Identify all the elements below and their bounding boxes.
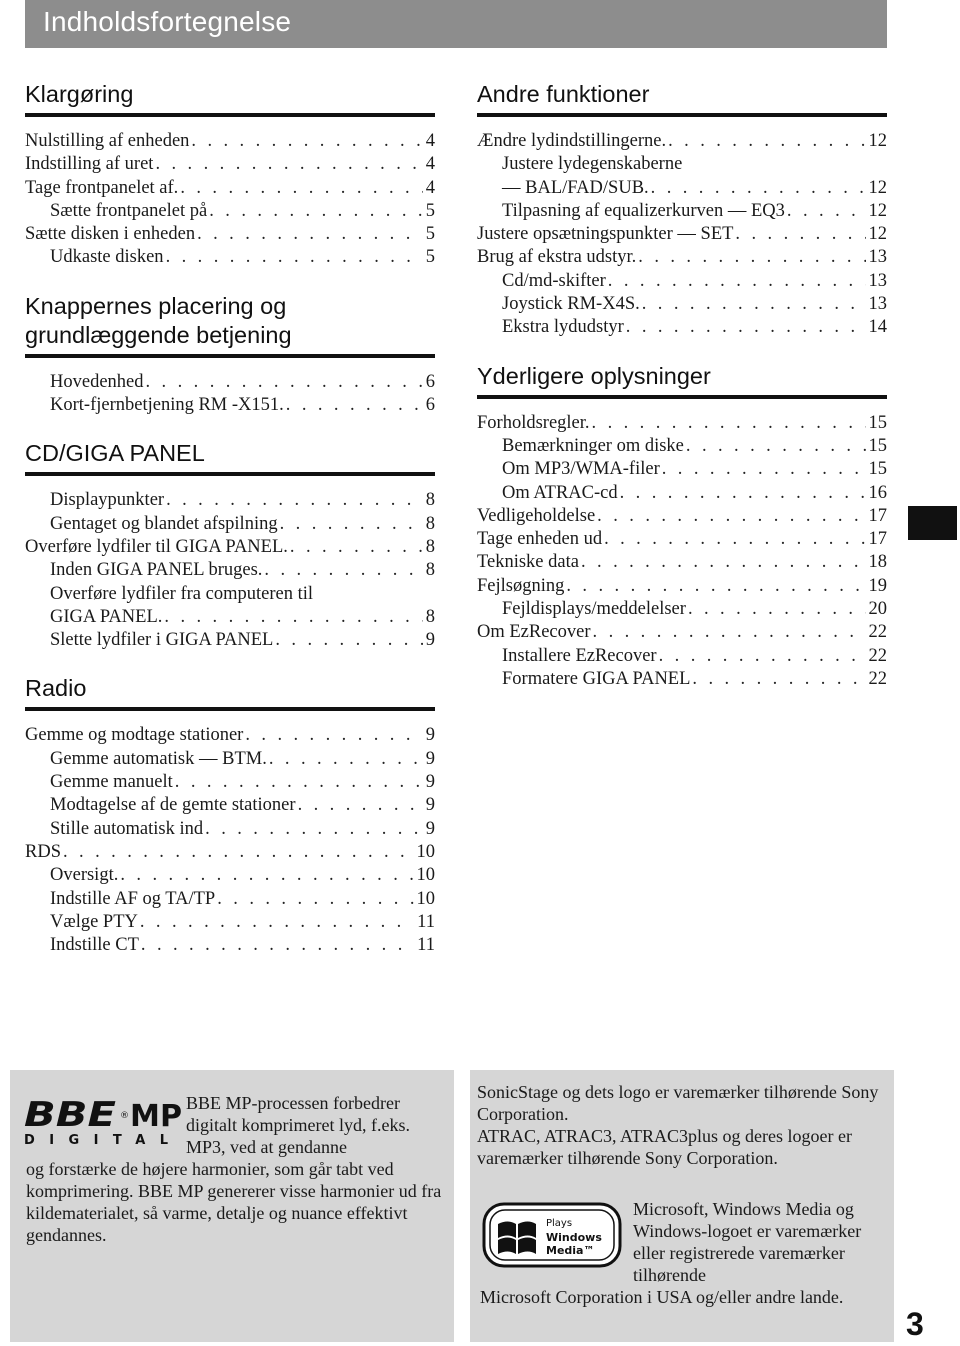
- toc-entry-list: [25, 130, 435, 270]
- toc-entry-label: Overføre lydfiler til GIGA PANEL.: [25, 536, 288, 557]
- toc-entry-label: Tilpasning af equalizerkurven — EQ3: [502, 200, 785, 221]
- toc-entry-label: Fejlsøgning: [477, 575, 565, 596]
- toc-leader-dots: [245, 724, 422, 747]
- sony-trademark-text: [477, 1081, 889, 1169]
- bbe-info-box: [10, 1070, 454, 1342]
- toc-leader-dots: [659, 645, 866, 668]
- toc-leader-dots: [155, 153, 422, 176]
- section-rule: [25, 707, 435, 711]
- toc-entry-page: 20: [868, 599, 887, 620]
- toc-entry[interactable]: [25, 130, 435, 153]
- toc-leader-dots: [592, 412, 866, 435]
- toc-entry[interactable]: [25, 606, 435, 629]
- toc-entry-label: Justere opsætningspunkter — SET: [477, 224, 734, 245]
- toc-entry[interactable]: [25, 911, 435, 934]
- toc-entry-label: Fejldisplays/meddelelser: [502, 599, 686, 620]
- toc-entry-label: Vælge PTY: [50, 911, 138, 932]
- toc-entry-label: Tage frontpanelet af.: [25, 177, 179, 198]
- toc-entry[interactable]: [477, 668, 887, 691]
- toc-entry[interactable]: [25, 771, 435, 794]
- toc-entry-page: 22: [868, 645, 887, 666]
- toc-entry[interactable]: [25, 153, 435, 176]
- bbe-text-body: og forstærke de højere harmonier, som går tabt ved komprimering. BBE MP genererer visse harmonier ud fra kildematerialet, så varme, detalje og nuance effektivt gendannes.: [26, 1159, 442, 1245]
- toc-entry-list: [25, 371, 435, 418]
- trademark-info-box: [470, 1070, 894, 1342]
- toc-entry-page: 14: [868, 317, 887, 338]
- toc-leader-dots: [146, 371, 423, 394]
- toc-entry-label: Hovedenhed: [50, 371, 144, 392]
- toc-entry-label: Slette lydfiler i GIGA PANEL: [50, 630, 274, 651]
- microsoft-trademark-text-cont: Microsoft Corporation i USA og/eller andre lande.: [480, 1287, 844, 1307]
- toc-entry-page: 17: [868, 529, 887, 550]
- toc-entry-label: Bemærkninger om diske: [502, 435, 684, 456]
- toc-entry-label: Forholdsregler.: [477, 412, 590, 433]
- toc-entry-label: Gemme manuelt: [50, 772, 173, 793]
- toc-right-column: [477, 80, 887, 691]
- toc-entry-label: Installere EzRecover: [502, 645, 657, 666]
- toc-entry[interactable]: [25, 536, 435, 559]
- toc-entry-page: 8: [425, 490, 435, 511]
- svg-text:Media™: Media™: [546, 1244, 595, 1257]
- section-heading: Yderligere oplysninger: [477, 362, 711, 389]
- toc-entry[interactable]: [25, 629, 435, 652]
- toc-entry-list: [477, 130, 887, 340]
- toc-entry-label: Brug af ekstra udstyr.: [477, 247, 637, 268]
- toc-entry[interactable]: [477, 551, 887, 574]
- toc-entry[interactable]: [25, 724, 435, 747]
- toc-entry-page: 15: [868, 412, 887, 433]
- section-spacer: [25, 270, 435, 292]
- toc-entry[interactable]: [477, 528, 887, 551]
- toc-entry-label: Gemme og modtage stationer: [25, 725, 244, 746]
- toc-entry-label: Displaypunkter: [50, 490, 165, 511]
- toc-entry-page: 12: [868, 177, 887, 198]
- toc-leader-dots: [217, 888, 413, 911]
- toc-entry-page: 22: [868, 668, 887, 689]
- toc-entry-page: 5: [425, 247, 435, 268]
- toc-leader-dots: [668, 130, 865, 153]
- toc-entry-label: Tage enheden ud: [477, 529, 603, 550]
- toc-leader-dots: [692, 668, 865, 691]
- toc-entry-label: Vedligeholdelse: [477, 505, 596, 526]
- toc-entry[interactable]: [477, 223, 887, 246]
- section-spacer: [25, 652, 435, 674]
- toc-entry[interactable]: [25, 559, 435, 582]
- toc-entry-page: 10: [416, 865, 435, 886]
- toc-entry[interactable]: [477, 153, 887, 176]
- toc-entry[interactable]: [25, 489, 435, 512]
- toc-entry-label: Gentaget og blandet afspilning: [50, 513, 278, 534]
- toc-leader-dots: [166, 246, 423, 269]
- toc-entry[interactable]: [25, 934, 435, 957]
- toc-leader-dots: [275, 629, 422, 652]
- toc-entry-page: 12: [868, 200, 887, 221]
- toc-entry-page: 9: [425, 725, 435, 746]
- toc-entry[interactable]: [477, 177, 887, 200]
- toc-leader-dots: [280, 513, 423, 536]
- toc-entry-page: 9: [425, 748, 435, 769]
- sonicstage-trademark: SonicStage og dets logo er varemærker tilhørende Sony Corporation.: [477, 1082, 879, 1124]
- toc-leader-dots: [638, 246, 865, 269]
- toc-entry[interactable]: [477, 621, 887, 644]
- toc-entry-page: 13: [868, 247, 887, 268]
- toc-entry-page: 13: [868, 294, 887, 315]
- toc-entry[interactable]: [477, 130, 887, 153]
- section-heading: Radio: [25, 675, 87, 702]
- toc-entry-label: Sætte frontpanelet på: [50, 200, 208, 221]
- toc-entry[interactable]: [477, 645, 887, 668]
- toc-entry-page: 8: [425, 560, 435, 581]
- section-spacer: [25, 417, 435, 439]
- toc-entry-page: 8: [425, 513, 435, 534]
- toc-entry-label: Ændre lydindstillingerne.: [477, 131, 667, 151]
- toc-leader-dots: [642, 293, 866, 316]
- toc-leader-dots: [686, 435, 866, 458]
- toc-leader-dots: [120, 864, 413, 887]
- toc-entry[interactable]: [25, 818, 435, 841]
- toc-leader-dots: [180, 177, 422, 200]
- page-number: 3: [906, 1306, 924, 1342]
- toc-leader-dots: [597, 505, 865, 528]
- toc-entry-label: Ekstra lydudstyr: [502, 317, 624, 338]
- bbe-mp-digital-logo: [24, 1094, 184, 1146]
- toc-entry-label: Gemme automatisk — BTM.: [50, 748, 267, 769]
- toc-entry-label: Om ATRAC-cd: [502, 482, 618, 503]
- toc-entry-page: 8: [425, 606, 435, 627]
- toc-entry-label: Formatere GIGA PANEL: [502, 668, 691, 689]
- toc-entry-page: 22: [868, 622, 887, 643]
- toc-leader-dots: [205, 818, 423, 841]
- toc-entry-page: 5: [425, 200, 435, 221]
- toc-leader-dots: [608, 270, 866, 293]
- toc-entry-page: 11: [417, 935, 435, 956]
- toc-entry-label: Joystick RM-X4S.: [502, 294, 640, 315]
- section-rule: [25, 354, 435, 358]
- toc-entry-page: 9: [425, 818, 435, 839]
- toc-entry-label: Om EzRecover: [477, 622, 591, 643]
- toc-entry[interactable]: [25, 177, 435, 200]
- toc-entry[interactable]: [25, 841, 435, 864]
- bbe-text-intro: BBE MP-processen forbedrer digitalt komprimeret lyd, f.eks. MP3, ved at gendanne: [186, 1093, 410, 1157]
- svg-text:MP: MP: [130, 1099, 182, 1134]
- toc-entry-label: Justere lydegenskaberne: [502, 154, 683, 175]
- svg-text:®: ®: [120, 1111, 129, 1121]
- toc-entry-page: 17: [868, 505, 887, 526]
- toc-entry-label: Tekniske data: [477, 552, 579, 573]
- toc-entry-label: Oversigt.: [50, 865, 119, 886]
- toc-entry-label: RDS: [25, 841, 61, 862]
- toc-entry-label: Nulstilling af enheden: [25, 131, 190, 151]
- toc-entry[interactable]: [25, 371, 435, 394]
- toc-leader-dots: [191, 130, 422, 153]
- section-rule: [25, 113, 435, 117]
- toc-entry[interactable]: [477, 458, 887, 481]
- toc-entry-label: Indstille CT: [50, 935, 139, 956]
- section-tab-marker: [908, 506, 957, 540]
- toc-entry-label: Kort-fjernbetjening RM -X151.: [50, 395, 284, 416]
- toc-entry-page: 9: [425, 630, 435, 651]
- toc-entry-label: Overføre lydfiler fra computeren til: [50, 583, 313, 604]
- toc-leader-dots: [269, 748, 423, 771]
- toc-entry-label: Indstille AF og TA/TP: [50, 888, 216, 909]
- section-heading: CD/GIGA PANEL: [25, 440, 205, 467]
- section-rule: [477, 113, 887, 117]
- toc-entry-page: 18: [868, 552, 887, 573]
- svg-text:DIGITAL: DIGITAL: [24, 1133, 168, 1146]
- toc-entry-page: 6: [425, 395, 435, 416]
- toc-entry-page: 15: [868, 459, 887, 480]
- toc-leader-dots: [593, 621, 866, 644]
- toc-entry-page: 5: [425, 224, 435, 245]
- toc-leader-dots: [735, 223, 865, 246]
- toc-leader-dots: [197, 223, 423, 246]
- section-spacer: [477, 340, 887, 362]
- toc-entry[interactable]: [477, 200, 887, 223]
- toc-entry-page: 13: [868, 270, 887, 291]
- toc-leader-dots: [626, 316, 866, 339]
- toc-leader-dots: [787, 200, 866, 223]
- toc-entry-page: 15: [868, 435, 887, 456]
- toc-entry[interactable]: [477, 293, 887, 316]
- toc-entry[interactable]: [477, 270, 887, 293]
- toc-leader-dots: [662, 458, 866, 481]
- plays-windows-media-logo: [482, 1202, 622, 1268]
- toc-leader-dots: [566, 575, 865, 598]
- toc-entry-page: 8: [425, 536, 435, 557]
- toc-entry[interactable]: [477, 316, 887, 339]
- toc-entry-page: 16: [868, 482, 887, 503]
- toc-leader-dots: [581, 551, 866, 574]
- toc-entry[interactable]: [25, 200, 435, 223]
- toc-leader-dots: [604, 528, 865, 551]
- toc-leader-dots: [688, 598, 866, 621]
- toc-entry[interactable]: [25, 223, 435, 246]
- toc-entry-label: Modtagelse af de gemte stationer: [50, 795, 296, 816]
- section-heading: Klargøring: [25, 81, 134, 107]
- toc-entry[interactable]: [477, 246, 887, 269]
- microsoft-trademark-text: Microsoft, Windows Media og Windows-logoet er varemærker eller registrerede varemærker tilhørende: [633, 1199, 862, 1285]
- svg-text:Windows: Windows: [546, 1231, 602, 1244]
- toc-entry-list: [477, 412, 887, 692]
- toc-entry-page: 9: [425, 772, 435, 793]
- section-rule: [25, 472, 435, 476]
- toc-entry[interactable]: [477, 435, 887, 458]
- toc-leader-dots: [164, 606, 422, 629]
- toc-leader-dots: [290, 536, 423, 559]
- toc-entry-page: 4: [425, 177, 435, 198]
- toc-entry[interactable]: [25, 794, 435, 817]
- toc-entry-page: 4: [425, 154, 435, 175]
- toc-entry[interactable]: [25, 583, 435, 606]
- toc-entry-page: 10: [416, 841, 435, 862]
- toc-leader-dots: [175, 771, 423, 794]
- toc-entry-list: [25, 489, 435, 652]
- toc-left-column: [25, 80, 435, 957]
- section-rule: [477, 395, 887, 399]
- toc-entry-page: 10: [416, 888, 435, 909]
- toc-entry-label: Cd/md-skifter: [502, 270, 606, 291]
- toc-entry[interactable]: [25, 864, 435, 887]
- toc-leader-dots: [286, 394, 423, 417]
- toc-entry[interactable]: [25, 394, 435, 417]
- toc-entry-page: 6: [425, 371, 435, 392]
- svg-text:BBE: BBE: [24, 1095, 116, 1135]
- toc-entry-label: Om MP3/WMA-filer: [502, 459, 660, 480]
- toc-leader-dots: [620, 482, 866, 505]
- toc-entry-label: Indstilling af uret: [25, 154, 154, 175]
- toc-entry-label: Udkaste disken: [50, 247, 164, 268]
- toc-entry[interactable]: [477, 598, 887, 621]
- toc-entry-page: 9: [425, 795, 435, 816]
- toc-entry-page: 4: [425, 131, 435, 151]
- toc-entry[interactable]: [477, 505, 887, 528]
- toc-entry[interactable]: [25, 246, 435, 269]
- section-heading: Andre funktioner: [477, 81, 650, 107]
- toc-entry-page: 12: [868, 131, 887, 151]
- toc-entry[interactable]: [477, 482, 887, 505]
- toc-entry-page: 11: [417, 911, 435, 932]
- toc-entry[interactable]: [25, 888, 435, 911]
- toc-leader-dots: [209, 200, 423, 223]
- atrac-trademark: ATRAC, ATRAC3, ATRAC3plus og deres logoer er varemærker tilhørende Sony Corporation.: [477, 1126, 852, 1168]
- toc-entry-label: Sætte disken i enheden: [25, 224, 196, 245]
- toc-leader-dots: [166, 489, 423, 512]
- toc-entry-label: — BAL/FAD/SUB.: [502, 177, 649, 198]
- toc-entry[interactable]: [25, 513, 435, 536]
- toc-leader-dots: [651, 177, 866, 200]
- toc-leader-dots: [63, 841, 414, 864]
- section-heading: Knappernes placering og grundlæggende betjening: [25, 292, 292, 348]
- toc-entry[interactable]: [477, 575, 887, 598]
- toc-entry-page: 12: [868, 224, 887, 245]
- toc-leader-dots: [264, 559, 422, 582]
- toc-entry-label: Inden GIGA PANEL bruges.: [50, 560, 263, 581]
- toc-entry-label: GIGA PANEL.: [50, 606, 163, 627]
- toc-leader-dots: [140, 911, 414, 934]
- toc-entry-page: 19: [868, 575, 887, 596]
- title-bar: [25, 0, 887, 48]
- toc-entry-label: Stille automatisk ind: [50, 818, 204, 839]
- toc-entry[interactable]: [477, 412, 887, 435]
- toc-leader-dots: [298, 794, 423, 817]
- page-title: Indholdsfortegnelse: [43, 6, 292, 37]
- toc-entry-list: [25, 724, 435, 957]
- svg-text:Plays: Plays: [546, 1218, 573, 1229]
- toc-entry[interactable]: [25, 748, 435, 771]
- toc-leader-dots: [141, 934, 414, 957]
